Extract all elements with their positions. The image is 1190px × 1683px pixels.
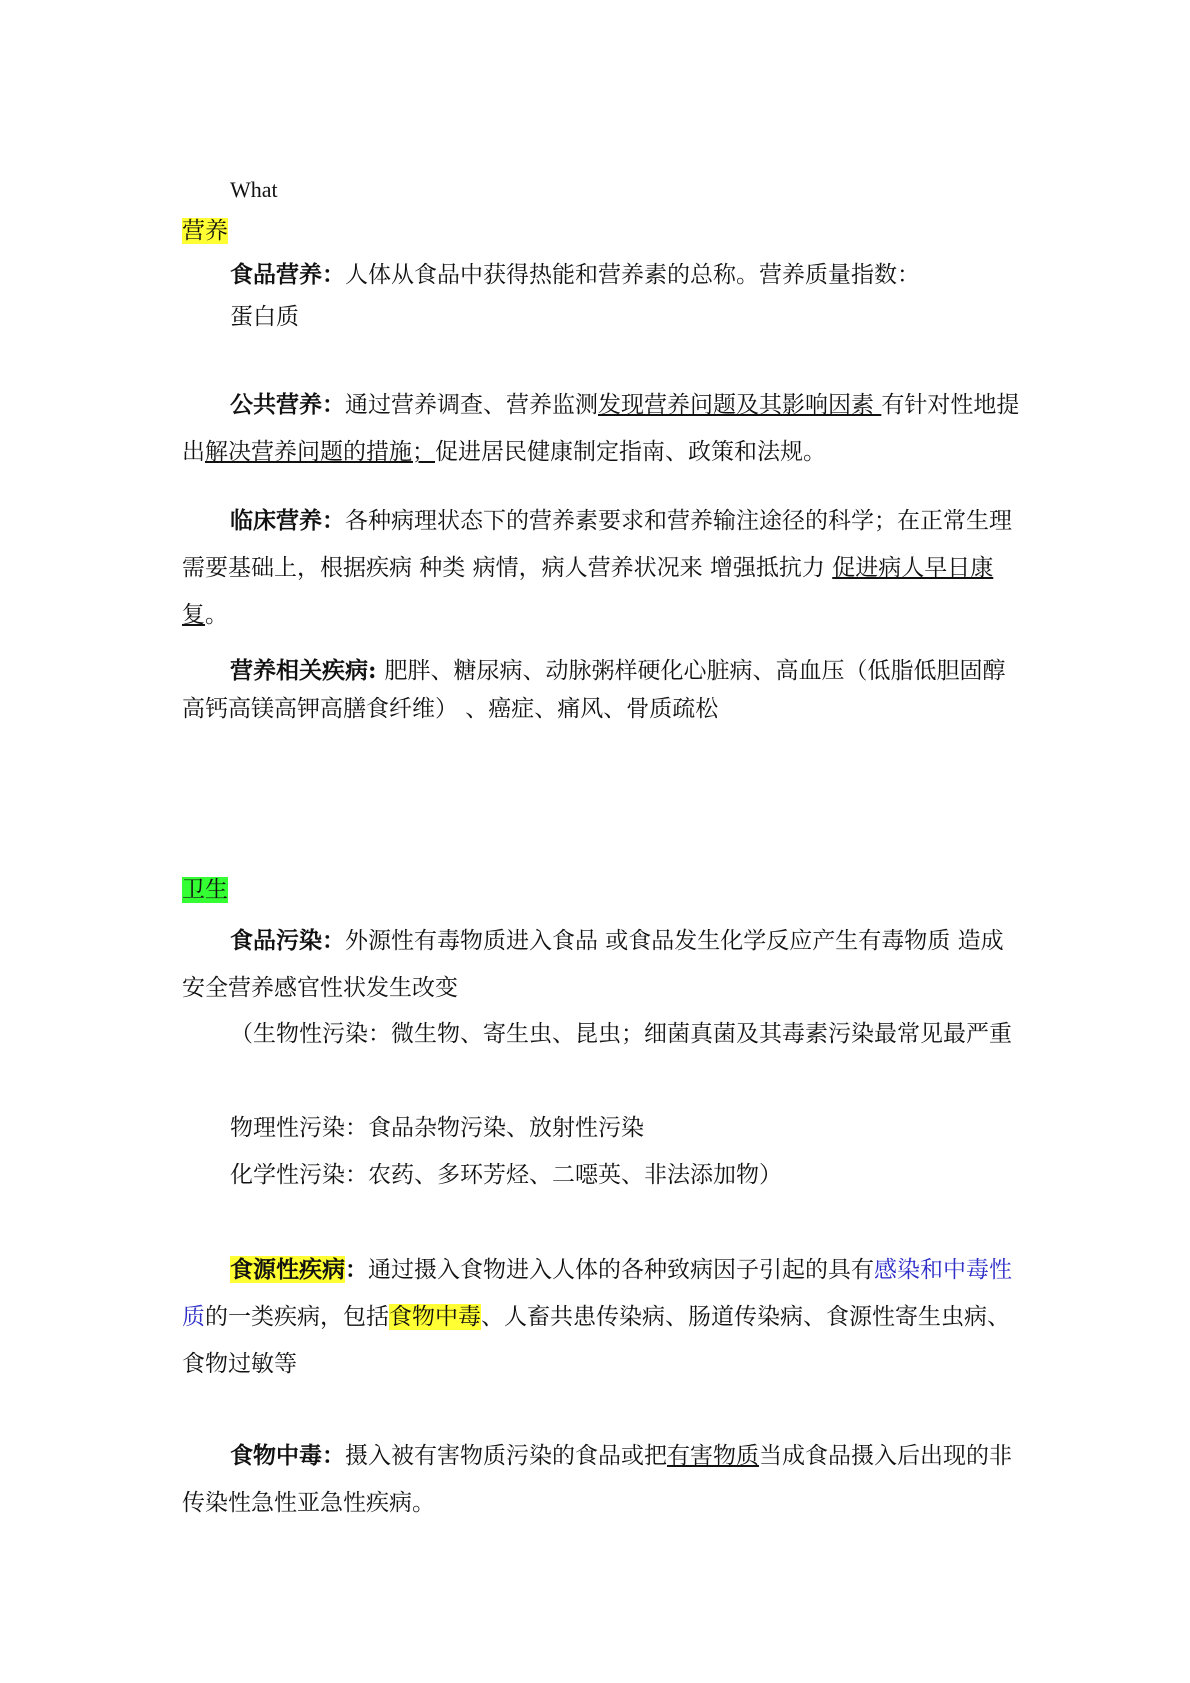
para-related-diseases: 营养相关疾病: 肥胖、糖尿病、动脉粥样硬化心脏病、高血压（低脂低胆固醇 高钙高镁高钾高膳食纤维） 、癌症、痛风、骨质疏松 — [182, 657, 1006, 722]
foodborne-highlight-poisoning: 食物中毒 — [389, 1304, 481, 1330]
foodborne-blue-text: 感染和中毒性质 — [182, 1257, 1012, 1330]
section-heading-nutrition — [182, 208, 1022, 255]
para-foodborne: 食源性疾病：通过摄入食物进入人体的各种致病因子引起的具有感染和中毒性质的一类疾病，包括食物中毒、人畜共患传染病、肠道传染病、食源性寄生虫病、食物过敏等 — [182, 1256, 1012, 1377]
para-phys-contamination: 物理性污染：食品杂物污染、放射性污染 — [230, 1115, 644, 1141]
heading-nutrition-text: 营养 — [182, 218, 228, 244]
term-clinical-nutrition: 临床营养 — [230, 507, 322, 534]
section-heading-hygiene — [182, 867, 1022, 914]
term-foodborne: 食源性疾病 — [230, 1256, 345, 1283]
term-related-diseases: 营养相关疾病 — [230, 657, 368, 684]
para-food-nutrition: 食品营养：人体从食品中获得热能和营养素的总称。营养质量指数： — [230, 261, 920, 288]
what-label: What — [230, 177, 278, 202]
para-poisoning: 食物中毒：摄入被有害物质污染的食品或把有害物质当成食品摄入后出现的非传染性急性亚急性疾病。 — [182, 1442, 1012, 1516]
term-food-nutrition: 食品营养 — [230, 261, 322, 288]
para-bio-contamination: （生物性污染：微生物、寄生虫、昆虫；细菌真菌及其毒素污染最常见最严重 — [230, 1021, 1012, 1047]
para-clinical-nutrition: 临床营养：各种病理状态下的营养素要求和营养输注途径的科学；在正常生理需要基础上，根据疾病 种类 病情，病人营养状况来 增强抵抗力 促进病人早日康复。 — [182, 507, 1012, 628]
para-chem-contamination: 化学性污染：农药、多环芳烃、二噁英、非法添加物） — [230, 1162, 782, 1188]
para-public-nutrition: 公共营养：通过营养调查、营养监测发现营养问题及其影响因素 有针对性地提出解决营养问题的措施；促进居民健康制定指南、政策和法规。 — [182, 391, 1020, 465]
term-contamination: 食品污染 — [230, 927, 322, 954]
term-public-nutrition: 公共营养 — [230, 391, 322, 418]
heading-hygiene-text: 卫生 — [182, 877, 228, 903]
para-protein: 蛋白质 — [230, 304, 299, 330]
para-contamination: 食品污染：外源性有毒物质进入食品 或食品发生化学反应产生有毒物质 造成安全营养感官性状发生改变 — [182, 927, 1004, 1001]
food-nutrition-text: 人体从食品中获得热能和营养素的总称。营养质量指数： — [345, 262, 920, 288]
term-poisoning: 食物中毒 — [230, 1442, 322, 1469]
